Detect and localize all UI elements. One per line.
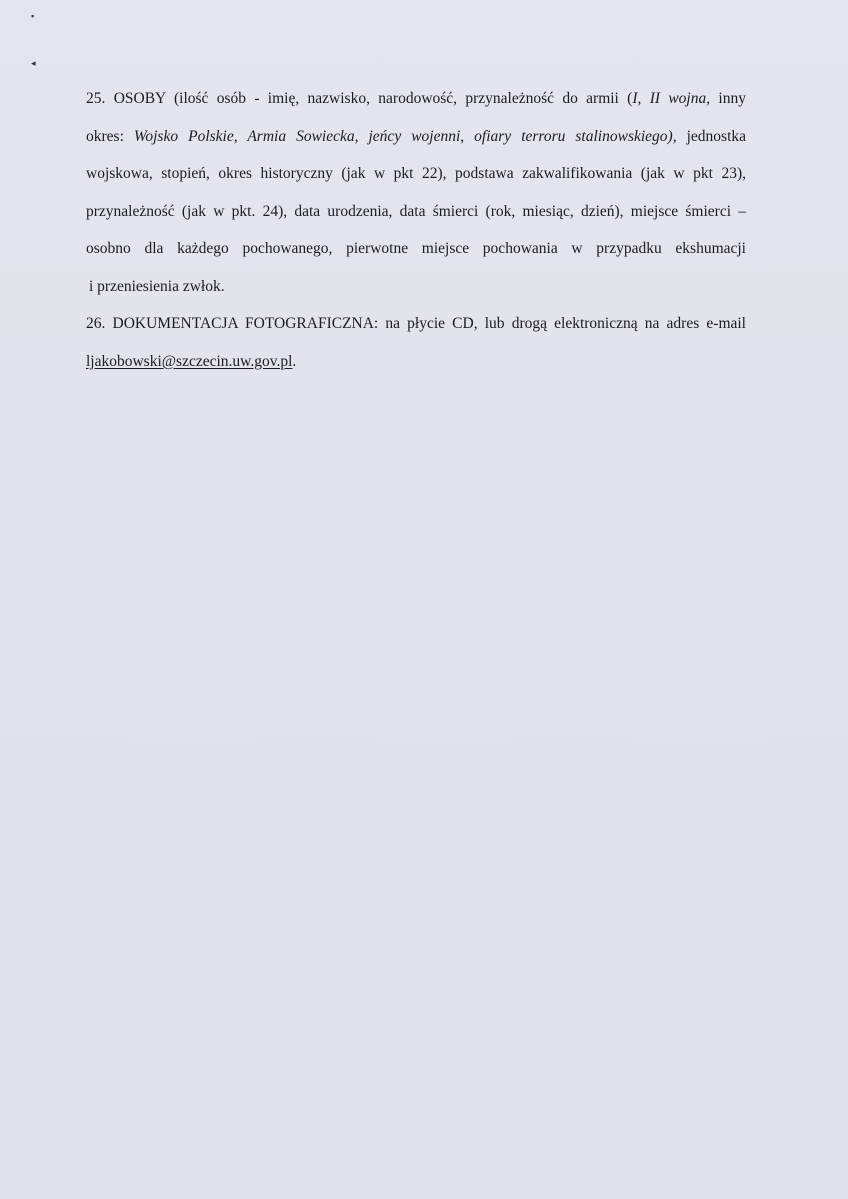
section-26-photo-documentation — [86, 309, 746, 384]
section-25-line-4: przynależność (jak w pkt. 24), data urodzenia, data śmierci (rok, miesiąc, dzień), miejsce śmierci – — [86, 202, 746, 220]
section-25-line-5: osobno dla każdego pochowanego, pierwotne miejsce pochowania w przypadku ekshumacji — [86, 240, 746, 257]
section-26-line-1: 26. DOKUMENTACJA FOTOGRAFICZNA: na płycie CD, lub drogą elektroniczną na adres e-mail — [86, 315, 746, 332]
section-25-persons — [86, 84, 746, 309]
section-25-line-3: wojskowa, stopień, okres historyczny (jak w pkt 22), podstawa zakwalifikowania (jak w pkt 23), — [86, 165, 746, 182]
section-25-line-1-text: 25. OSOBY (ilość osób - imię, nazwisko, narodowość, przynależność do armii ( — [86, 90, 633, 107]
section-25-line-2 — [86, 122, 746, 160]
section-25-line-2-end: jednostka — [676, 127, 747, 145]
section-25-line-1-end: inny — [710, 90, 746, 107]
scan-mark-second: ◂ — [31, 58, 36, 68]
document-body — [86, 84, 746, 384]
section-25-line-2-text: okres: — [86, 127, 134, 145]
section-25-line-2-italic: Wojsko Polskie, Armia Sowiecka, jeńcy wojenni, ofiary terroru stalinowskiego), — [133, 127, 677, 145]
email-suffix: . — [292, 352, 297, 370]
section-25-line-1 — [86, 84, 746, 122]
section-26-line-2 — [86, 347, 746, 385]
scan-mark-top: ▪ — [31, 11, 35, 21]
section-25-line-1-italic: I, II wojna, — [632, 90, 711, 107]
section-25-line-6: i przeniesienia zwłok. — [89, 277, 225, 295]
email-link[interactable]: ljakobowski@szczecin.uw.gov.pl — [86, 352, 293, 370]
